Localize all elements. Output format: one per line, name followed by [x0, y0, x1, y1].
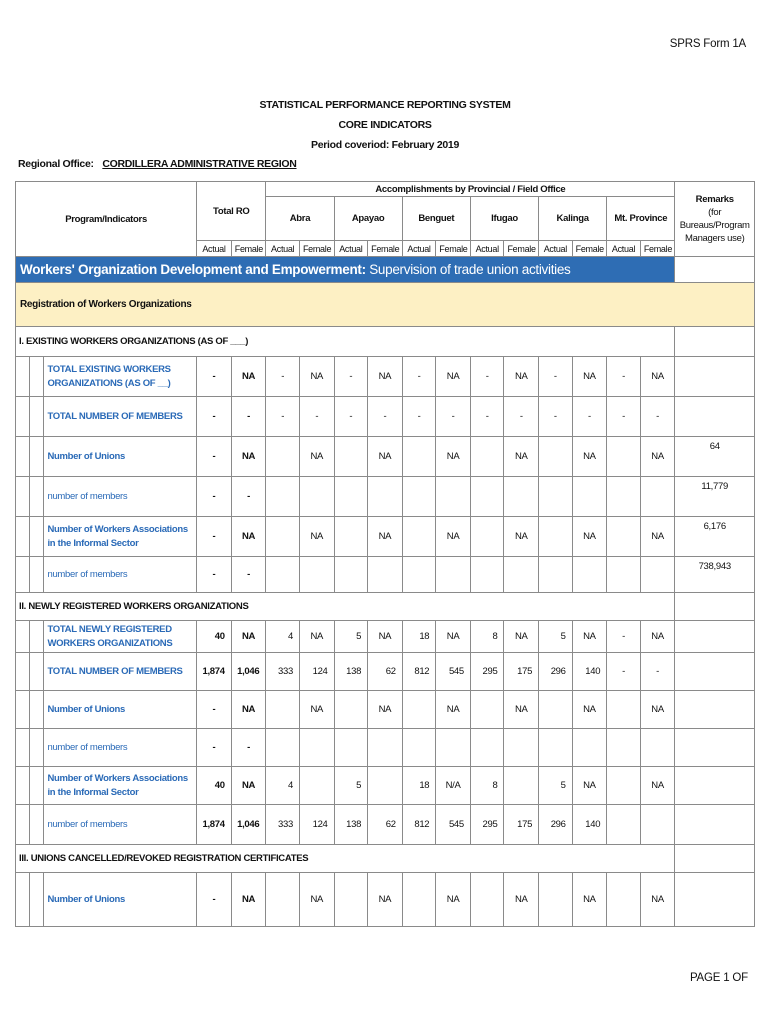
value-cell: NA: [572, 691, 607, 729]
value-cell: -: [197, 437, 232, 477]
female-column-header: Female: [368, 241, 403, 257]
value-cell: -: [197, 729, 232, 767]
value-cell: [266, 437, 300, 477]
value-cell: NA: [640, 621, 675, 653]
value-cell: [402, 517, 436, 557]
indent-cell: [16, 557, 30, 593]
value-cell: NA: [640, 437, 675, 477]
value-cell: NA: [368, 517, 403, 557]
value-cell: NA: [640, 691, 675, 729]
value-cell: NA: [504, 873, 539, 927]
value-cell: NA: [640, 767, 675, 805]
value-cell: NA: [436, 517, 471, 557]
indent-cell: [16, 517, 30, 557]
value-cell: -: [539, 357, 573, 397]
accomplishments-header: Accomplishments by Provincial / Field Office: [266, 182, 675, 197]
indent-cell: [16, 805, 30, 845]
value-cell: -: [402, 397, 436, 437]
value-cell: [266, 517, 300, 557]
indent-cell: [16, 729, 30, 767]
registration-subheading: Registration of Workers Organizations: [16, 283, 755, 327]
value-cell: NA: [231, 691, 266, 729]
indicator-label: TOTAL EXISTING WORKERS ORGANIZATIONS (AS OF __): [44, 357, 197, 397]
report-title: STATISTICAL PERFORMANCE REPORTING SYSTEM: [259, 99, 511, 111]
value-cell: -: [402, 357, 436, 397]
value-cell: NA: [572, 357, 607, 397]
program-indicators-header: Program/Indicators: [16, 182, 197, 257]
value-cell: 62: [368, 653, 403, 691]
value-cell: N/A: [436, 767, 471, 805]
value-cell: NA: [640, 517, 675, 557]
value-cell: 8: [470, 621, 504, 653]
value-cell: -: [334, 397, 368, 437]
value-cell: -: [470, 357, 504, 397]
value-cell: -: [197, 477, 232, 517]
value-cell: [368, 477, 403, 517]
value-cell: 4: [266, 767, 300, 805]
value-cell: NA: [299, 873, 334, 927]
value-cell: NA: [231, 357, 266, 397]
value-cell: NA: [231, 517, 266, 557]
value-cell: NA: [368, 437, 403, 477]
value-cell: [470, 873, 504, 927]
value-cell: [539, 437, 573, 477]
remarks-value: [675, 397, 755, 437]
value-cell: [436, 729, 471, 767]
value-cell: [607, 873, 641, 927]
value-cell: [334, 557, 368, 593]
value-cell: NA: [436, 437, 471, 477]
indent-cell: [16, 767, 30, 805]
value-cell: [402, 557, 436, 593]
value-cell: [539, 477, 573, 517]
form-id: SPRS Form 1A: [669, 38, 746, 50]
value-cell: [607, 805, 641, 845]
value-cell: [572, 477, 607, 517]
remarks-value: [675, 729, 755, 767]
section-title: II. NEWLY REGISTERED WORKERS ORGANIZATIONS: [16, 593, 675, 621]
value-cell: -: [334, 357, 368, 397]
value-cell: NA: [640, 873, 675, 927]
value-cell: 18: [402, 767, 436, 805]
value-cell: [607, 557, 641, 593]
value-cell: -: [607, 621, 641, 653]
remarks-value: [675, 691, 755, 729]
value-cell: [607, 477, 641, 517]
value-cell: 1,874: [197, 805, 232, 845]
value-cell: [436, 557, 471, 593]
indicator-label: number of members: [44, 557, 197, 593]
table-row: [16, 767, 755, 805]
indicator-label: Number of Unions: [44, 873, 197, 927]
province-header: Apayao: [334, 197, 402, 241]
value-cell: [368, 729, 403, 767]
value-cell: -: [231, 397, 266, 437]
indicator-label: Number of Workers Associations in the Informal Sector: [44, 517, 197, 557]
value-cell: [640, 477, 675, 517]
indent-cell: [30, 397, 44, 437]
value-cell: NA: [231, 873, 266, 927]
regional-office-label: Regional Office:: [18, 158, 94, 170]
value-cell: [539, 557, 573, 593]
value-cell: -: [197, 357, 232, 397]
value-cell: -: [197, 691, 232, 729]
value-cell: [334, 477, 368, 517]
report-subtitle: CORE INDICATORS: [338, 119, 432, 131]
value-cell: -: [197, 517, 232, 557]
value-cell: 124: [299, 805, 334, 845]
value-cell: 140: [572, 653, 607, 691]
indicator-label: TOTAL NEWLY REGISTERED WORKERS ORGANIZATIONS: [44, 621, 197, 653]
value-cell: [402, 729, 436, 767]
indicator-label: number of members: [44, 477, 197, 517]
value-cell: 124: [299, 653, 334, 691]
value-cell: -: [436, 397, 471, 437]
value-cell: 40: [197, 621, 232, 653]
value-cell: 333: [266, 653, 300, 691]
value-cell: -: [231, 729, 266, 767]
value-cell: [368, 557, 403, 593]
value-cell: NA: [299, 437, 334, 477]
value-cell: [607, 517, 641, 557]
value-cell: 812: [402, 653, 436, 691]
value-cell: -: [231, 557, 266, 593]
value-cell: -: [607, 357, 641, 397]
remarks-value: [675, 873, 755, 927]
value-cell: NA: [231, 621, 266, 653]
value-cell: -: [640, 397, 675, 437]
value-cell: -: [572, 397, 607, 437]
indent-cell: [30, 767, 44, 805]
value-cell: 4: [266, 621, 300, 653]
table-row: [16, 729, 755, 767]
province-header: Abra: [266, 197, 334, 241]
value-cell: 8: [470, 767, 504, 805]
table-row: [16, 691, 755, 729]
value-cell: 1,046: [231, 653, 266, 691]
actual-column-header: Actual: [266, 241, 300, 257]
remarks-value: 738,943: [675, 557, 755, 593]
value-cell: [470, 437, 504, 477]
value-cell: [402, 437, 436, 477]
value-cell: [607, 691, 641, 729]
value-cell: [470, 477, 504, 517]
value-cell: [266, 873, 300, 927]
remarks-value: [675, 357, 755, 397]
value-cell: NA: [368, 691, 403, 729]
table-row: [16, 357, 755, 397]
indicator-label: Number of Unions: [44, 691, 197, 729]
female-column-header: Female: [436, 241, 471, 257]
value-cell: [640, 729, 675, 767]
table-row: [16, 517, 755, 557]
value-cell: [607, 729, 641, 767]
value-cell: NA: [504, 437, 539, 477]
total-ro-header: Total RO: [197, 182, 266, 241]
indent-cell: [30, 621, 44, 653]
remarks-value: 11,779: [675, 477, 755, 517]
table-row: [16, 621, 755, 653]
remarks-value: 6,176: [675, 517, 755, 557]
value-cell: 5: [539, 767, 573, 805]
remarks-note: (for Bureaus/Program Managers use): [679, 207, 750, 244]
value-cell: -: [266, 357, 300, 397]
indent-cell: [30, 691, 44, 729]
value-cell: [334, 517, 368, 557]
indent-cell: [30, 805, 44, 845]
value-cell: NA: [572, 437, 607, 477]
value-cell: 333: [266, 805, 300, 845]
remarks-cell: [675, 327, 755, 357]
value-cell: NA: [572, 517, 607, 557]
value-cell: 175: [504, 805, 539, 845]
province-header: Benguet: [402, 197, 470, 241]
value-cell: NA: [504, 357, 539, 397]
value-cell: NA: [368, 621, 403, 653]
value-cell: 295: [470, 805, 504, 845]
remarks-value: [675, 621, 755, 653]
table-row: [16, 653, 755, 691]
value-cell: -: [266, 397, 300, 437]
remarks-cell: [675, 593, 755, 621]
female-column-header: Female: [572, 241, 607, 257]
value-cell: 812: [402, 805, 436, 845]
value-cell: NA: [299, 517, 334, 557]
female-column-header: Female: [504, 241, 539, 257]
value-cell: [402, 691, 436, 729]
value-cell: NA: [436, 873, 471, 927]
banner-remarks-cell: [675, 257, 755, 283]
value-cell: 296: [539, 653, 573, 691]
value-cell: NA: [231, 437, 266, 477]
province-header: Ifugao: [470, 197, 538, 241]
value-cell: NA: [572, 621, 607, 653]
value-cell: 5: [334, 621, 368, 653]
indent-cell: [30, 437, 44, 477]
actual-column-header: Actual: [402, 241, 436, 257]
value-cell: -: [607, 653, 641, 691]
value-cell: -: [368, 397, 403, 437]
indent-cell: [30, 477, 44, 517]
indent-cell: [16, 621, 30, 653]
value-cell: [640, 805, 675, 845]
value-cell: 545: [436, 653, 471, 691]
indicator-label: Number of Workers Associations in the Informal Sector: [44, 767, 197, 805]
indent-cell: [30, 517, 44, 557]
value-cell: [470, 557, 504, 593]
value-cell: -: [607, 397, 641, 437]
regional-office: [18, 158, 297, 170]
value-cell: -: [539, 397, 573, 437]
table-row: [16, 437, 755, 477]
value-cell: NA: [436, 691, 471, 729]
value-cell: -: [197, 557, 232, 593]
value-cell: NA: [368, 873, 403, 927]
value-cell: 5: [334, 767, 368, 805]
remarks-value: 64: [675, 437, 755, 477]
remarks-title: Remarks: [695, 194, 734, 205]
value-cell: [368, 767, 403, 805]
actual-column-header: Actual: [607, 241, 641, 257]
value-cell: [266, 477, 300, 517]
value-cell: NA: [504, 517, 539, 557]
table-row: [16, 397, 755, 437]
value-cell: [470, 517, 504, 557]
table-row: [16, 805, 755, 845]
indent-cell: [16, 357, 30, 397]
value-cell: -: [470, 397, 504, 437]
value-cell: 545: [436, 805, 471, 845]
value-cell: NA: [299, 621, 334, 653]
value-cell: [299, 557, 334, 593]
remarks-value: [675, 805, 755, 845]
indent-cell: [30, 729, 44, 767]
value-cell: NA: [572, 767, 607, 805]
value-cell: [504, 477, 539, 517]
value-cell: 138: [334, 805, 368, 845]
section-title: I. EXISTING WORKERS ORGANIZATIONS (AS OF ___): [16, 327, 675, 357]
value-cell: -: [197, 873, 232, 927]
value-cell: [539, 873, 573, 927]
value-cell: NA: [436, 621, 471, 653]
remarks-header: [675, 182, 755, 257]
remarks-value: [675, 653, 755, 691]
value-cell: [334, 873, 368, 927]
value-cell: [572, 557, 607, 593]
value-cell: [299, 729, 334, 767]
value-cell: [572, 729, 607, 767]
page-number: PAGE 1 OF: [689, 972, 748, 984]
indicator-label: number of members: [44, 729, 197, 767]
value-cell: -: [231, 477, 266, 517]
actual-column-header: Actual: [470, 241, 504, 257]
value-cell: 1,874: [197, 653, 232, 691]
indent-cell: [16, 691, 30, 729]
value-cell: [334, 729, 368, 767]
indent-cell: [16, 653, 30, 691]
value-cell: [402, 873, 436, 927]
value-cell: NA: [299, 357, 334, 397]
value-cell: -: [504, 397, 539, 437]
value-cell: 296: [539, 805, 573, 845]
indicator-label: TOTAL NUMBER OF MEMBERS: [44, 397, 197, 437]
indent-cell: [16, 397, 30, 437]
indicator-label: TOTAL NUMBER OF MEMBERS: [44, 653, 197, 691]
report-period: Period coveriod: February 2019: [311, 139, 459, 151]
value-cell: [607, 767, 641, 805]
indent-cell: [30, 557, 44, 593]
value-cell: 40: [197, 767, 232, 805]
indent-cell: [16, 477, 30, 517]
regional-office-value: CORDILLERA ADMINISTRATIVE REGION: [102, 158, 297, 170]
value-cell: 295: [470, 653, 504, 691]
value-cell: [470, 691, 504, 729]
indent-cell: [30, 653, 44, 691]
indent-cell: [16, 873, 30, 927]
value-cell: NA: [572, 873, 607, 927]
value-cell: [504, 729, 539, 767]
value-cell: NA: [299, 691, 334, 729]
value-cell: [607, 437, 641, 477]
value-cell: [504, 767, 539, 805]
value-cell: [266, 691, 300, 729]
indicator-label: number of members: [44, 805, 197, 845]
value-cell: NA: [436, 357, 471, 397]
table-row: [16, 477, 755, 517]
value-cell: NA: [368, 357, 403, 397]
value-cell: [299, 767, 334, 805]
value-cell: [640, 557, 675, 593]
province-header: Kalinga: [539, 197, 607, 241]
value-cell: 138: [334, 653, 368, 691]
value-cell: [539, 517, 573, 557]
section-banner: Workers' Organization Development and Empowerment: Supervision of trade union activities: [16, 257, 675, 283]
value-cell: 62: [368, 805, 403, 845]
table-row: [16, 557, 755, 593]
indent-cell: [16, 437, 30, 477]
value-cell: [436, 477, 471, 517]
remarks-value: [675, 767, 755, 805]
value-cell: NA: [504, 691, 539, 729]
value-cell: [504, 557, 539, 593]
value-cell: -: [299, 397, 334, 437]
indicator-label: Number of Unions: [44, 437, 197, 477]
actual-column-header: Actual: [334, 241, 368, 257]
female-column-header: Female: [299, 241, 334, 257]
female-column-header: Female: [231, 241, 266, 257]
value-cell: 5: [539, 621, 573, 653]
value-cell: -: [197, 397, 232, 437]
table-row: [16, 873, 755, 927]
value-cell: [334, 437, 368, 477]
actual-column-header: Actual: [539, 241, 573, 257]
actual-column-header: Actual: [197, 241, 232, 257]
value-cell: [334, 691, 368, 729]
female-column-header: Female: [640, 241, 675, 257]
report-titles: [0, 95, 770, 155]
remarks-cell: [675, 845, 755, 873]
value-cell: [299, 477, 334, 517]
value-cell: 1,046: [231, 805, 266, 845]
value-cell: NA: [640, 357, 675, 397]
indicators-table: [15, 181, 755, 927]
value-cell: [539, 729, 573, 767]
value-cell: [402, 477, 436, 517]
value-cell: NA: [504, 621, 539, 653]
value-cell: -: [640, 653, 675, 691]
value-cell: 175: [504, 653, 539, 691]
value-cell: [266, 729, 300, 767]
value-cell: [266, 557, 300, 593]
value-cell: NA: [231, 767, 266, 805]
indent-cell: [30, 357, 44, 397]
value-cell: 140: [572, 805, 607, 845]
province-header: Mt. Province: [607, 197, 675, 241]
value-cell: [539, 691, 573, 729]
value-cell: [470, 729, 504, 767]
value-cell: 18: [402, 621, 436, 653]
indent-cell: [30, 873, 44, 927]
section-title: III. UNIONS CANCELLED/REVOKED REGISTRATION CERTIFICATES: [16, 845, 675, 873]
